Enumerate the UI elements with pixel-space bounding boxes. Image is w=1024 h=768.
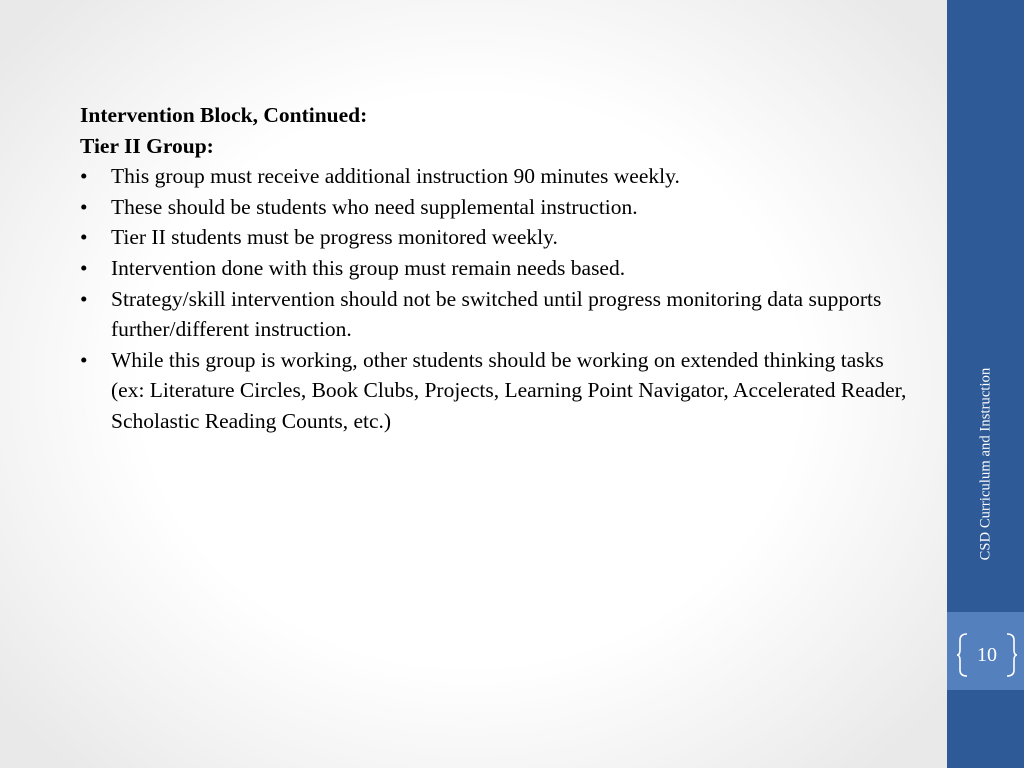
bullet-list <box>80 161 910 436</box>
bullet-text: Strategy/skill intervention should not be switched until progress monitoring data supports further/different instruction. <box>111 286 882 342</box>
bullet-text: This group must receive additional instruction 90 minutes weekly. <box>111 164 680 189</box>
heading-tier-ii-group: Tier II Group: <box>80 133 214 158</box>
sidebar-vertical-title: CSD Curriculum and Instruction <box>977 367 994 561</box>
page-number: 10 <box>977 644 997 666</box>
bullet-text: While this group is working, other students should be working on extended thinking tasks (ex: Literature Circles, Book Clubs, Projects, Learning Point Navigator, Accelerated Reader, Scholastic Reading Counts, etc.) <box>111 347 907 433</box>
page-number-badge <box>957 632 1017 678</box>
bullet-item <box>80 161 910 192</box>
bullet-icon: • <box>80 286 88 311</box>
bullet-item <box>80 345 910 437</box>
bullet-icon: • <box>80 164 88 189</box>
bullet-icon: • <box>80 347 88 372</box>
heading-intervention-block: Intervention Block, Continued: <box>80 103 368 127</box>
slide-body <box>80 100 910 437</box>
bullet-icon: • <box>80 225 88 250</box>
bullet-item <box>80 192 910 223</box>
bullet-icon: • <box>80 194 88 219</box>
bullet-item <box>80 222 910 253</box>
bullet-icon: • <box>80 255 88 280</box>
bullet-text: These should be students who need supplemental instruction. <box>111 194 638 219</box>
bullet-item <box>80 284 910 345</box>
bullet-text: Intervention done with this group must remain needs based. <box>111 255 626 280</box>
bullet-text: Tier II students must be progress monitored weekly. <box>111 225 558 250</box>
bullet-item <box>80 253 910 284</box>
